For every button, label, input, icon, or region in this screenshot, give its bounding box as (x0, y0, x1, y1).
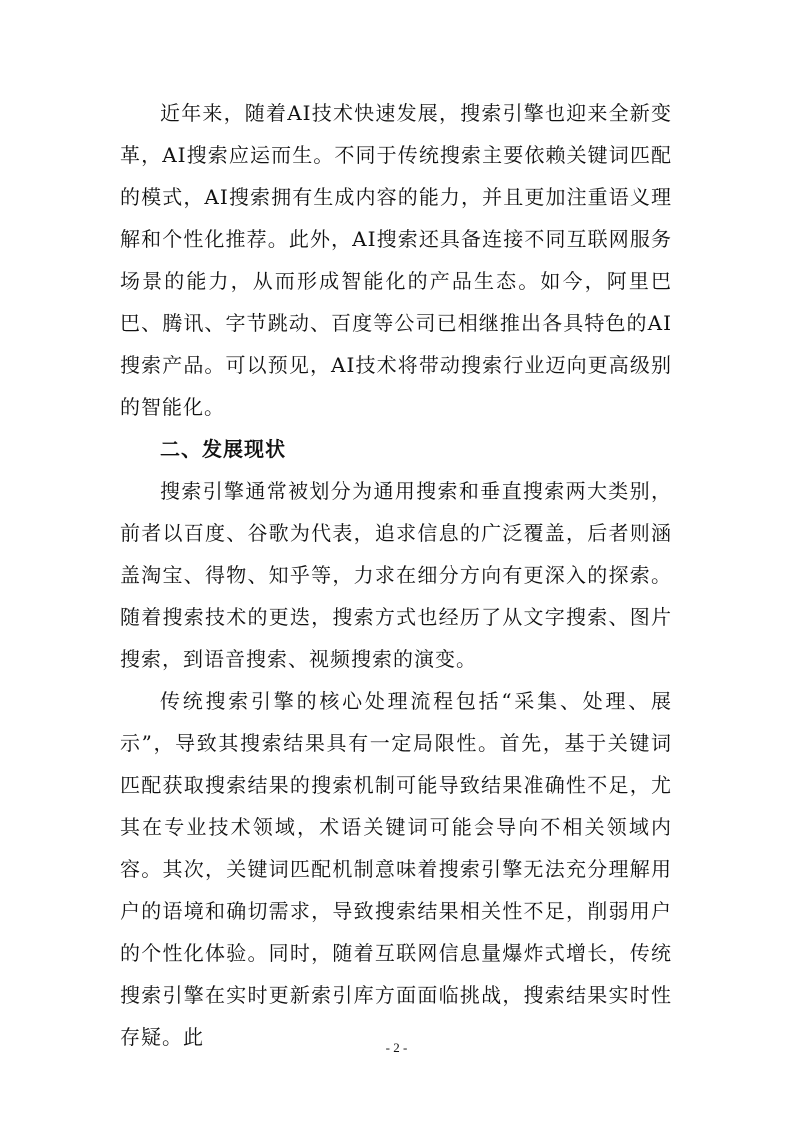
paragraph-search-categories: 搜索引擎通常被划分为通用搜索和垂直搜索两大类别，前者以百度、谷歌为代表，追求信息的广泛覆盖，后者则涵盖淘宝、得物、知乎等，力求在细分方向有更深入的探索。随着搜索技术的更迭，搜索方式也经历了从文字搜索、图片搜索，到语音搜索、视频搜索的演变。 (120, 479, 672, 671)
document-body (120, 92, 672, 1058)
page-number: - 2 - (385, 1040, 408, 1055)
paragraph-traditional-search: 传统搜索引擎的核心处理流程包括“采集、处理、展示”，导致其搜索结果具有一定局限性。首先，基于关键词匹配获取搜索结果的搜索机制可能导致结果准确性不足，尤其在专业技术领域，术语关键词可能会导向不相关领域内容。其次，关键词匹配机制意味着搜索引擎无法充分理解用户的语境和确切需求，导致搜索结果相关性不足，削弱用户的个性化体验。同时，随着互联网信息量爆炸式增长，传统搜索引擎在实时更新索引库方面面临挑战，搜索结果实时性存疑。此 (120, 689, 672, 1049)
section-heading: 二、发展现状 (160, 437, 286, 461)
paragraph-intro: 近年来，随着AI技术快速发展，搜索引擎也迎来全新变革，AI搜索应运而生。不同于传统搜索主要依赖关键词匹配的模式，AI搜索拥有生成内容的能力，并且更加注重语义理解和个性化推荐。此外，AI搜索还具备连接不同互联网服务场景的能力，从而形成智能化的产品生态。如今，阿里巴巴、腾讯、字节跳动、百度等公司已相继推出各具特色的AI搜索产品。可以预见，AI技术将带动搜索行业迈向更高级别的智能化。 (120, 101, 672, 419)
